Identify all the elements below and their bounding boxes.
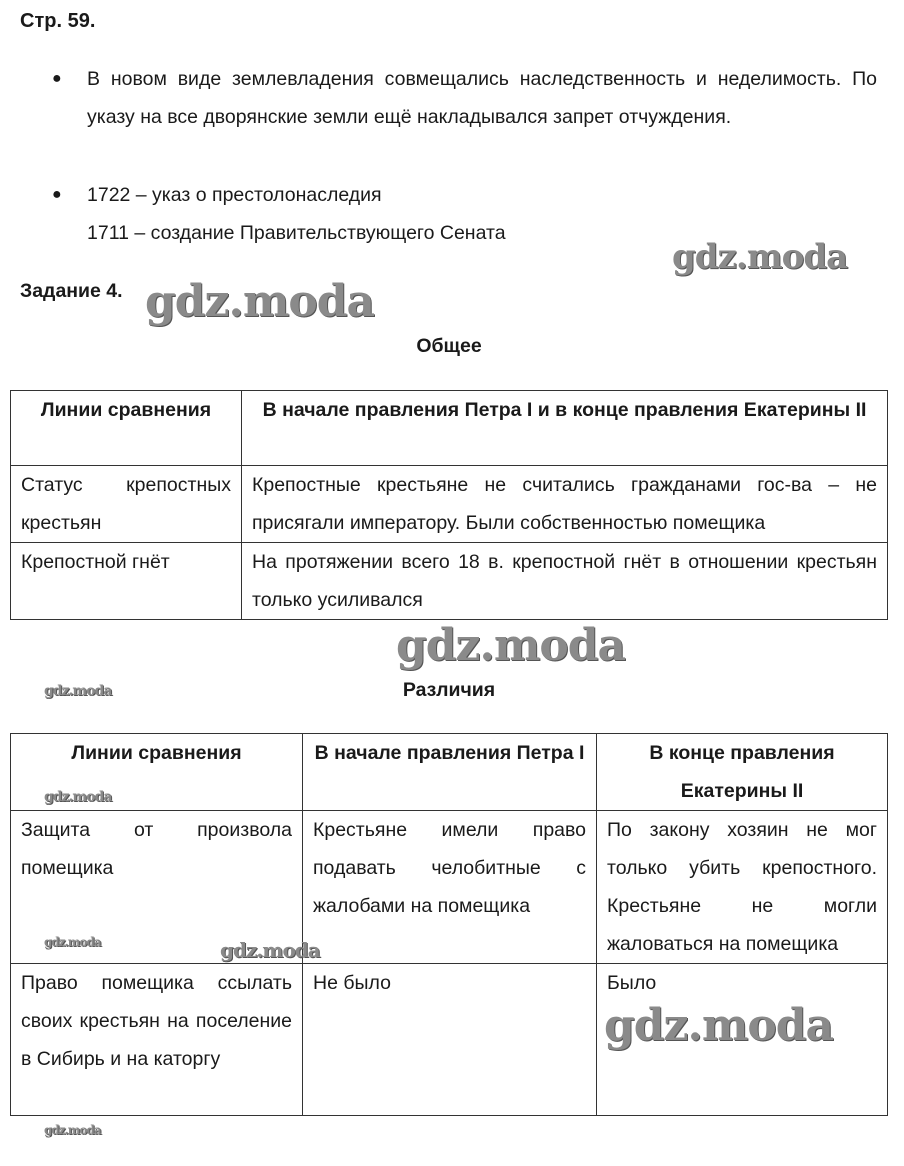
watermark: gdz.moda: [604, 1000, 834, 1051]
header-cell: В начале правления Петра I и в конце правления Екатерины II: [242, 391, 888, 466]
table-cell: Защита от произвола помещика: [11, 811, 303, 964]
table-cell: Крестьяне имели право подавать челобитные с жалобами на помещика: [303, 811, 597, 964]
differences-table: [10, 733, 888, 1116]
table-row: [11, 466, 888, 543]
header-cell: В начале правления Петра I: [303, 734, 597, 811]
table-cell: По закону хозяин не мог только убить крепостного. Крестьяне не могли жаловаться на помещика: [597, 811, 888, 964]
header-cell: В конце правления Екатерины II: [597, 734, 888, 811]
page-label: Стр. 59.: [20, 10, 96, 32]
watermark: gdz.moda: [44, 683, 112, 699]
table-cell: Крепостной гнёт: [11, 543, 242, 620]
bullet-text-continued: 1711 – создание Правительствующего Сената: [87, 222, 506, 244]
watermark: gdz.moda: [44, 1123, 101, 1137]
watermark: gdz.moda: [396, 620, 626, 671]
table-row: [11, 811, 888, 964]
watermark: gdz.moda: [672, 237, 848, 277]
table-cell: Крепостные крестьяне не считались гражданами гос-ва – не присягали императору. Были собственностью помещика: [242, 466, 888, 543]
table-cell: На протяжении всего 18 в. крепостной гнёт в отношении крестьян только усиливался: [242, 543, 888, 620]
bullet-icon: ●: [52, 186, 62, 203]
watermark: gdz.moda: [44, 935, 101, 949]
table-header-row: [11, 734, 888, 811]
table-row: [11, 543, 888, 620]
watermark: gdz.moda: [220, 938, 320, 962]
table-cell: Не было: [303, 964, 597, 1116]
task-label: Задание 4.: [20, 280, 123, 302]
watermark: gdz.moda: [145, 276, 375, 327]
table-row: [11, 964, 888, 1116]
bullet-icon: ●: [52, 70, 62, 87]
table-cell: Право помещика ссылать своих крестьян на поселение в Сибирь и на каторгу: [11, 964, 303, 1116]
common-table: [10, 390, 888, 620]
bullet-text: В новом виде землевладения совмещались наследственность и неделимость. По указу на все дворянские земли ещё накладывался запрет отчуждения.: [87, 68, 877, 128]
table-cell: Статус крепостных крестьян: [11, 466, 242, 543]
table1-title: Общее: [416, 335, 482, 357]
table-header-row: [11, 391, 888, 466]
header-cell: Линии сравнения: [11, 391, 242, 466]
watermark: gdz.moda: [44, 789, 112, 805]
header-cell: Линии сравнения: [11, 734, 303, 811]
bullet-text: 1722 – указ о престолонаследия: [87, 184, 382, 206]
table-cell: Было: [597, 964, 888, 1116]
table2-title: Различия: [402, 679, 496, 701]
